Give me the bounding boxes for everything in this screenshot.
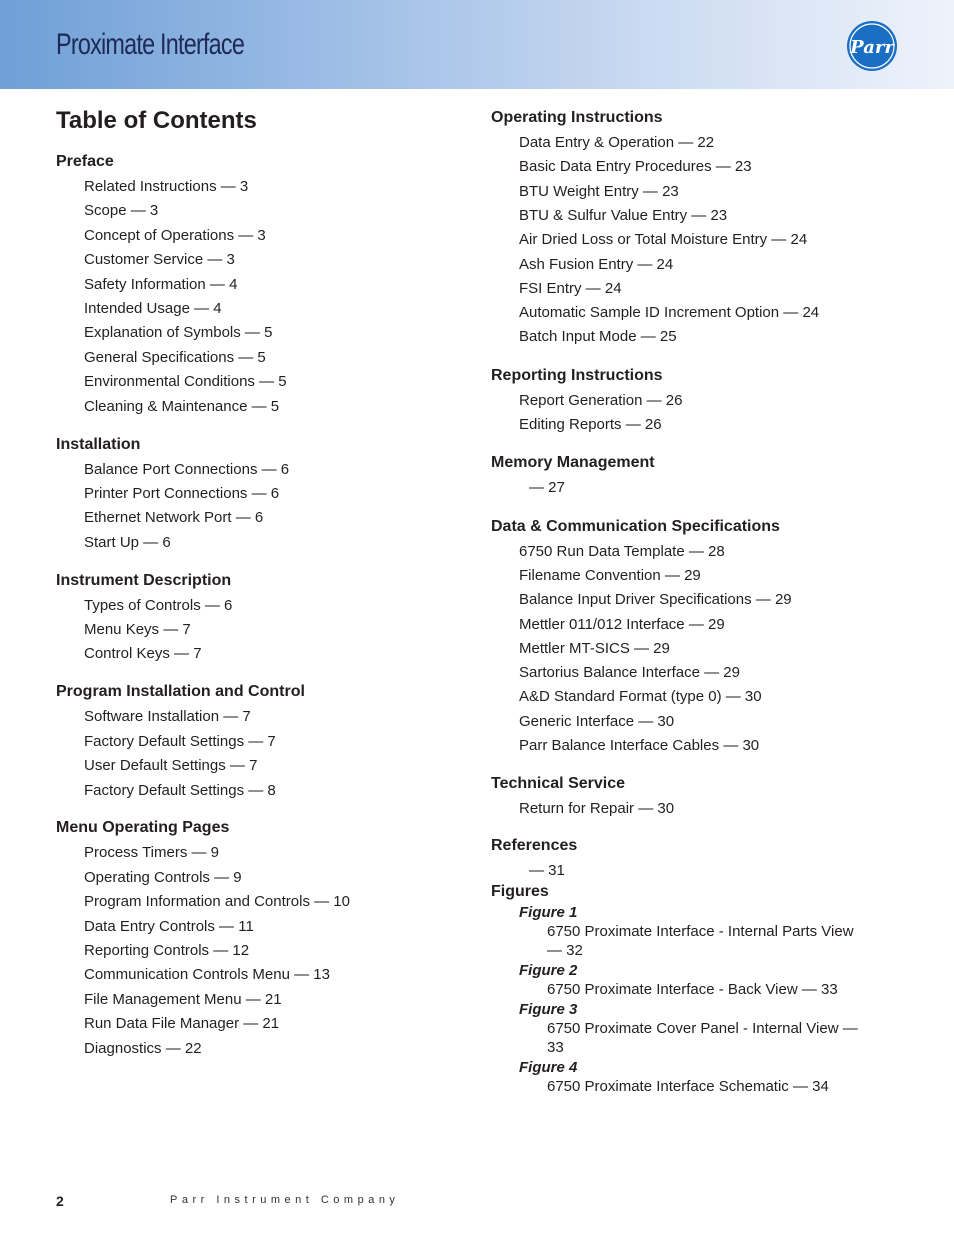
toc-section-heading[interactable]: Memory Management <box>491 454 655 472</box>
toc-entry[interactable]: Air Dried Loss or Total Moisture Entry — 24 <box>519 231 808 249</box>
page-number: 2 <box>56 1193 64 1209</box>
toc-entry[interactable]: Parr Balance Interface Cables — 30 <box>519 737 760 754</box>
toc-entry[interactable]: Intended Usage — 4 <box>84 300 222 317</box>
toc-section-heading[interactable]: Reporting Instructions <box>491 366 663 384</box>
toc-entry[interactable]: Environmental Conditions — 5 <box>84 373 287 391</box>
toc-entry[interactable]: User Default Settings — 7 <box>84 757 258 775</box>
toc-section-heading[interactable]: References <box>491 837 578 854</box>
toc-entry[interactable]: Software Installation — 7 <box>84 708 251 726</box>
toc-section-heading[interactable]: Menu Operating Pages <box>56 819 230 837</box>
toc-entry[interactable]: Control Keys — 7 <box>84 645 202 663</box>
figure-entry[interactable]: 6750 Proximate Interface Schematic — 34 <box>547 1078 829 1095</box>
toc-entry[interactable]: Menu Keys — 7 <box>84 621 191 638</box>
toc-entry[interactable]: Safety Information — 4 <box>84 275 238 293</box>
toc-section-heading[interactable]: Operating Instructions <box>491 109 663 126</box>
footer-company: Parr Instrument Company <box>170 1194 400 1206</box>
toc-section-heading[interactable]: Data & Communication Specifications <box>491 517 780 535</box>
toc-section-heading[interactable]: Instrument Description <box>56 571 232 589</box>
toc-entry[interactable]: FSI Entry — 24 <box>519 279 622 297</box>
toc-entry[interactable]: Start Up — 6 <box>84 533 171 551</box>
toc-title: Table of Contents <box>56 107 257 134</box>
toc-entry[interactable]: Return for Repair — 30 <box>519 800 675 818</box>
figures-heading[interactable]: Figures <box>491 883 549 900</box>
toc-entry[interactable]: Process Timers — 9 <box>84 844 220 862</box>
toc-entry[interactable]: Balance Input Driver Specifications — 29 <box>519 591 792 609</box>
toc-entry[interactable]: — 31 <box>529 862 565 879</box>
figure-label[interactable]: Figure 4 <box>519 1059 578 1076</box>
figure-label[interactable]: Figure 1 <box>519 904 578 921</box>
toc-section-heading[interactable]: Preface <box>56 153 114 170</box>
toc-entry[interactable]: General Specifications — 5 <box>84 348 266 366</box>
toc-entry[interactable]: Mettler 011/012 Interface — 29 <box>519 615 725 633</box>
toc-section-heading[interactable]: Technical Service <box>491 775 625 793</box>
toc-section-heading[interactable]: Program Installation and Control <box>56 683 305 701</box>
toc-entry[interactable]: — 27 <box>529 479 565 497</box>
toc-entry[interactable]: Data Entry Controls — 11 <box>84 917 254 935</box>
toc-entry[interactable]: Concept of Operations — 3 <box>84 226 266 244</box>
toc-entry[interactable]: Basic Data Entry Procedures — 23 <box>519 158 752 176</box>
toc-entry[interactable]: Diagnostics — 22 <box>84 1039 202 1057</box>
toc-section-heading[interactable]: Installation <box>56 435 141 453</box>
toc-entry[interactable]: A&D Standard Format (type 0) — 30 <box>519 688 762 706</box>
toc-entry[interactable]: Data Entry & Operation — 22 <box>519 134 715 151</box>
figure-entry[interactable]: 6750 Proximate Cover Panel - Internal View — 33 <box>547 1020 858 1056</box>
toc-entry[interactable]: Editing Reports — 26 <box>519 416 662 433</box>
toc-entry[interactable]: Printer Port Connections — 6 <box>84 484 280 502</box>
toc-entry[interactable]: Balance Port Connections — 6 <box>84 460 290 478</box>
page-header <box>0 0 954 89</box>
toc-entry[interactable]: Report Generation — 26 <box>519 391 683 409</box>
toc-entry[interactable]: Mettler MT-SICS — 29 <box>519 639 670 657</box>
toc-entry[interactable]: BTU & Sulfur Value Entry — 23 <box>519 206 728 224</box>
header-title: Proximate Interface <box>56 28 245 61</box>
toc-entry[interactable]: Generic Interface — 30 <box>519 712 675 730</box>
toc-entry[interactable]: Run Data File Manager — 21 <box>84 1015 280 1033</box>
toc-entry[interactable]: Program Information and Controls — 10 <box>84 893 350 911</box>
toc-entry[interactable]: Explanation of Symbols — 5 <box>84 324 273 342</box>
toc-entry[interactable]: Types of Controls — 6 <box>84 596 233 614</box>
toc-entry[interactable]: Scope — 3 <box>84 202 159 220</box>
toc-entry[interactable]: Ethernet Network Port — 6 <box>84 509 264 527</box>
parr-logo-icon <box>846 20 898 72</box>
figure-label[interactable]: Figure 3 <box>519 1001 578 1018</box>
toc-entry[interactable]: BTU Weight Entry — 23 <box>519 182 679 200</box>
toc-entry[interactable]: Ash Fusion Entry — 24 <box>519 255 674 273</box>
figure-label[interactable]: Figure 2 <box>519 962 578 979</box>
toc-entry[interactable]: Customer Service — 3 <box>84 251 235 269</box>
toc-entry[interactable]: Automatic Sample ID Increment Option — 24 <box>519 304 820 322</box>
toc-entry[interactable]: Batch Input Mode — 25 <box>519 328 677 346</box>
toc-entry[interactable]: Reporting Controls — 12 <box>84 942 250 959</box>
toc-entry[interactable]: 6750 Run Data Template — 28 <box>519 542 725 560</box>
toc-entry[interactable]: Operating Controls — 9 <box>84 868 242 886</box>
toc-entry[interactable]: Cleaning & Maintenance — 5 <box>84 397 280 415</box>
toc-entry[interactable]: Filename Convention — 29 <box>519 566 701 584</box>
toc-entry[interactable]: Sartorius Balance Interface — 29 <box>519 664 740 682</box>
figure-entry[interactable]: 6750 Proximate Interface - Back View — 33 <box>547 981 838 998</box>
toc-entry[interactable]: Factory Default Settings — 7 <box>84 732 276 750</box>
figure-entry[interactable]: 6750 Proximate Interface - Internal Parts View — 32 <box>547 923 854 959</box>
toc-entry[interactable]: Related Instructions — 3 <box>84 178 249 195</box>
toc-entry[interactable]: Factory Default Settings — 8 <box>84 781 276 799</box>
logo-text: Parr <box>850 37 894 58</box>
toc-entry[interactable]: Communication Controls Menu — 13 <box>84 966 330 984</box>
toc-entry[interactable]: File Management Menu — 21 <box>84 990 282 1008</box>
